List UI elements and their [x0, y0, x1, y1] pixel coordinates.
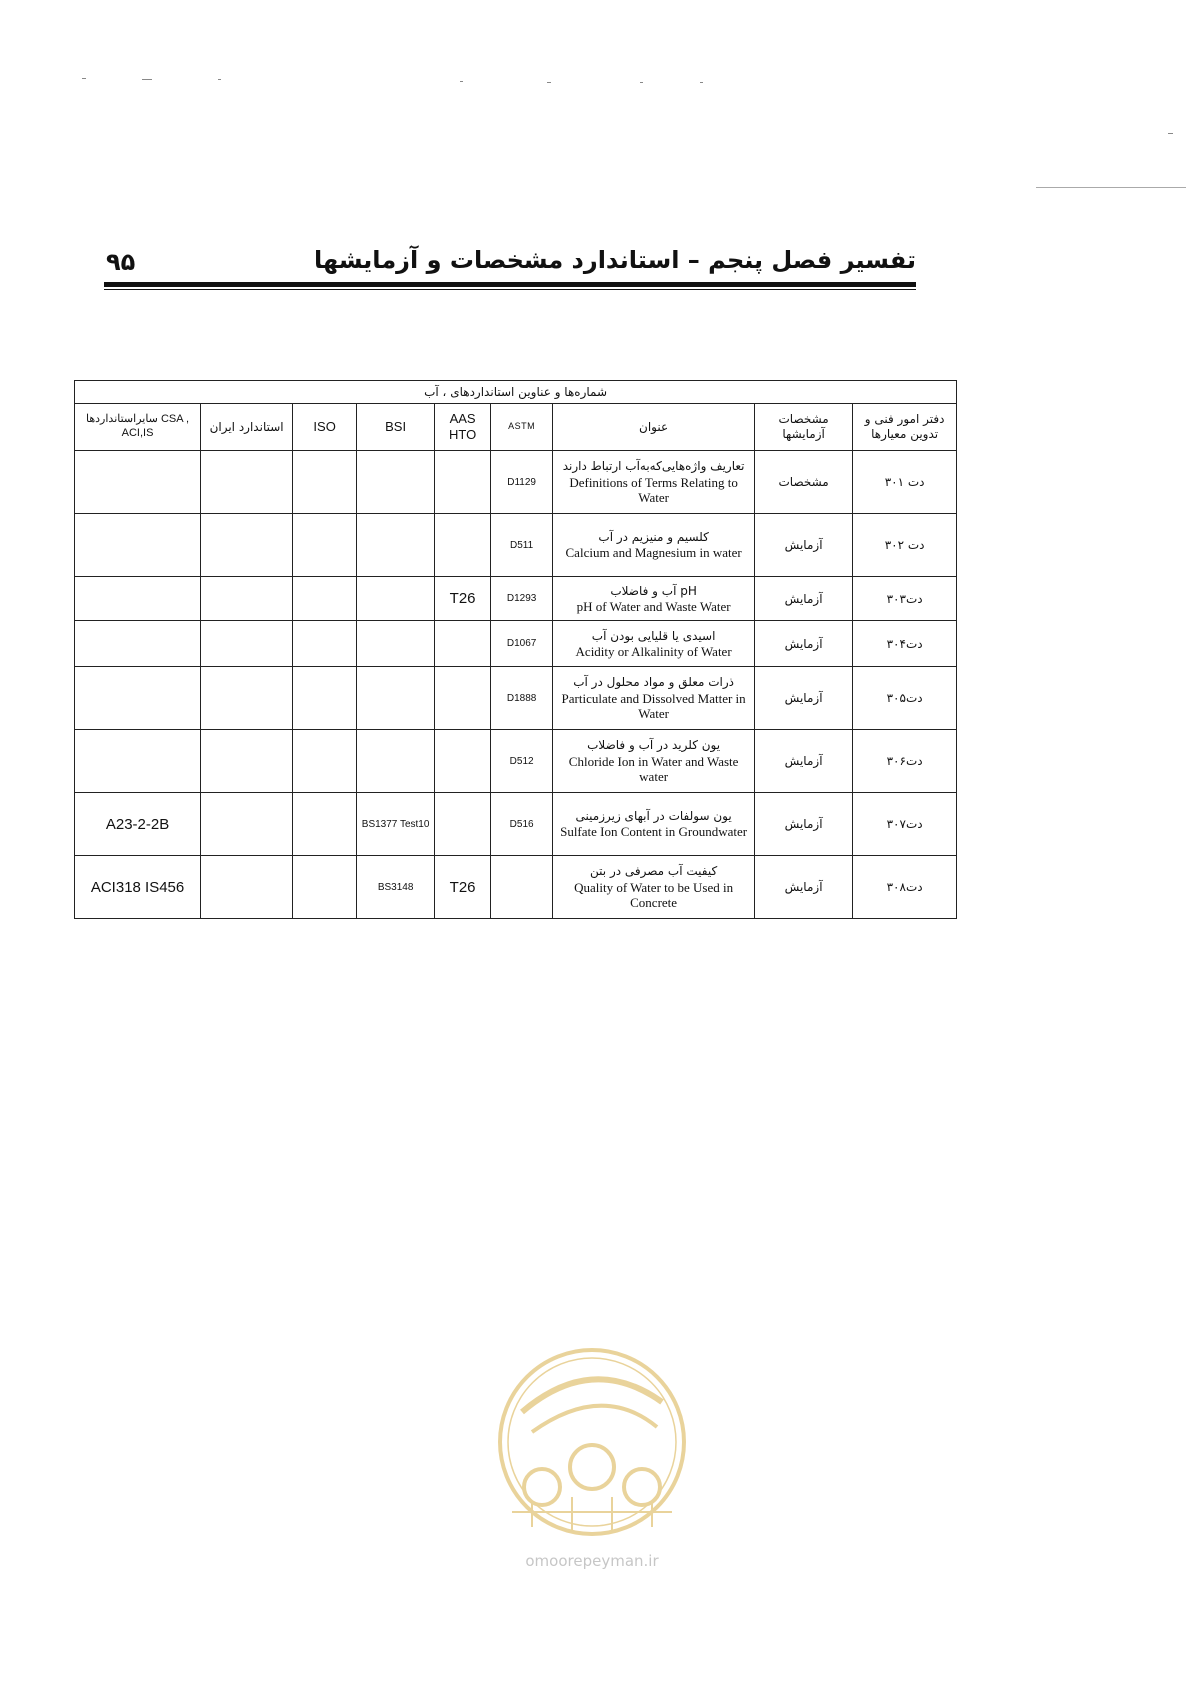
iran-cell: [201, 577, 293, 621]
iso-cell: [293, 514, 357, 577]
type-cell: آزمایش: [755, 621, 853, 667]
aashto-cell: [435, 730, 491, 793]
aashto-cell: [435, 621, 491, 667]
astm-cell: D1293: [491, 577, 553, 621]
title-cell: [553, 577, 755, 621]
type-cell: آزمایش: [755, 577, 853, 621]
iso-cell: [293, 451, 357, 514]
table-body: [75, 451, 957, 919]
other-cell: [75, 514, 201, 577]
col-iran-header: استاندارد ایران: [201, 404, 293, 451]
type-cell: آزمایش: [755, 856, 853, 919]
title-cell: [553, 621, 755, 667]
office-code-cell: دت۳۰۸: [853, 856, 957, 919]
other-cell: [75, 730, 201, 793]
col-iso-header: ISO: [293, 404, 357, 451]
bsi-cell: [357, 667, 435, 730]
chapter-title: تفسیر فصل پنجم – استاندارد مشخصات و آزمایشها: [314, 246, 916, 274]
iso-cell: [293, 621, 357, 667]
office-code-cell: دت ۳۰۲: [853, 514, 957, 577]
type-cell: مشخصات: [755, 451, 853, 514]
col-title-header: عنوان: [553, 404, 755, 451]
office-code-cell: دت۳۰۵: [853, 667, 957, 730]
bsi-cell: BS1377 Test10: [357, 793, 435, 856]
col-astm-header: ASTM: [491, 404, 553, 451]
office-code-cell: دت۳۰۶: [853, 730, 957, 793]
watermark-logo: [492, 1342, 692, 1572]
table-row: [75, 730, 957, 793]
table-row: [75, 667, 957, 730]
table-caption: شماره‌ها و عناوین استانداردهای ، آب: [75, 381, 957, 404]
bsi-cell: [357, 577, 435, 621]
astm-cell: D1067: [491, 621, 553, 667]
astm-cell: [491, 856, 553, 919]
title-en: Definitions of Terms Relating to Water: [569, 474, 738, 506]
title-en: Calcium and Magnesium in water: [565, 545, 742, 561]
header-row: [75, 404, 957, 451]
bsi-cell: [357, 730, 435, 793]
header-rule-thin: [104, 289, 916, 290]
type-cell: آزمایش: [755, 793, 853, 856]
title-cell: [553, 667, 755, 730]
title-fa: یون سولفات در آبهای زیرزمینی: [575, 809, 732, 824]
bsi-cell: [357, 621, 435, 667]
bsi-cell: BS3148: [357, 856, 435, 919]
title-en: Chloride Ion in Water and Waste water: [568, 753, 739, 785]
title-cell: [553, 514, 755, 577]
title-cell: [553, 793, 755, 856]
iran-cell: [201, 793, 293, 856]
other-cell: [75, 451, 201, 514]
col-bsi-header: BSI: [357, 404, 435, 451]
other-cell: [75, 621, 201, 667]
table-row: [75, 514, 957, 577]
astm-cell: D516: [491, 793, 553, 856]
table-row: [75, 793, 957, 856]
col-aashto-header: AAS HTO: [435, 404, 491, 451]
astm-cell: D1888: [491, 667, 553, 730]
watermark-seal: [492, 1342, 692, 1542]
title-cell: [553, 730, 755, 793]
iso-cell: [293, 667, 357, 730]
page-number: ۹۵: [106, 248, 136, 276]
aashto-cell: T26: [435, 856, 491, 919]
title-cell: [553, 856, 755, 919]
astm-cell: D511: [491, 514, 553, 577]
iso-cell: [293, 577, 357, 621]
type-cell: آزمایش: [755, 514, 853, 577]
title-fa: یون کلرید در آب و فاضلاب: [587, 738, 721, 753]
other-cell: [75, 577, 201, 621]
office-code-cell: دت۳۰۳: [853, 577, 957, 621]
astm-cell: D1129: [491, 451, 553, 514]
title-fa: کلسیم و منیزیم در آب: [598, 530, 709, 545]
title-en: Acidity or Alkalinity of Water: [575, 643, 732, 659]
title-en: Particulate and Dissolved Matter in Water: [561, 690, 746, 722]
other-cell: A23-2-2B: [75, 793, 201, 856]
col-type-header: مشخصات آزمایشها: [755, 404, 853, 451]
iran-cell: [201, 667, 293, 730]
title-fa: ذرات معلق و مواد محلول در آب: [573, 675, 734, 690]
iran-cell: [201, 730, 293, 793]
aashto-cell: [435, 514, 491, 577]
standards-table: [74, 380, 957, 919]
running-header: [104, 244, 916, 288]
table-row: [75, 856, 957, 919]
title-fa: تعاریف واژه‌هایی‌که‌به‌آب ارتباط دارند: [562, 459, 745, 474]
title-fa: pH آب و فاضلاب: [610, 583, 697, 598]
header-rule-thick: [104, 282, 916, 287]
type-cell: آزمایش: [755, 667, 853, 730]
iran-cell: [201, 451, 293, 514]
table-row: [75, 621, 957, 667]
title-en: Sulfate Ion Content in Groundwater: [560, 824, 748, 840]
title-cell: [553, 451, 755, 514]
aashto-cell: [435, 451, 491, 514]
bsi-cell: [357, 451, 435, 514]
col-office-header: دفتر امور فنی و تدوین معیارها: [853, 404, 957, 451]
watermark-site: omoorepeyman.ir: [525, 1552, 659, 1570]
iran-cell: [201, 514, 293, 577]
title-en: Quality of Water to be Used in Concrete: [574, 879, 734, 911]
astm-cell: D512: [491, 730, 553, 793]
other-cell: ACI318 IS456: [75, 856, 201, 919]
other-cell: [75, 667, 201, 730]
title-fa: کیفیت آب مصرفی در بتن: [590, 864, 718, 879]
aashto-cell: [435, 667, 491, 730]
col-other-header: سایراستانداردها CSA , ACI,IS: [75, 404, 201, 451]
iran-cell: [201, 621, 293, 667]
iso-cell: [293, 730, 357, 793]
iran-cell: [201, 856, 293, 919]
table-row: [75, 577, 957, 621]
bsi-cell: [357, 514, 435, 577]
aashto-cell: [435, 793, 491, 856]
type-cell: آزمایش: [755, 730, 853, 793]
office-code-cell: دت۳۰۷: [853, 793, 957, 856]
iso-cell: [293, 793, 357, 856]
title-en: pH of Water and Waste Water: [576, 598, 731, 614]
table-row: [75, 451, 957, 514]
aashto-cell: T26: [435, 577, 491, 621]
office-code-cell: دت ۳۰۱: [853, 451, 957, 514]
office-code-cell: دت۳۰۴: [853, 621, 957, 667]
iso-cell: [293, 856, 357, 919]
title-fa: اسیدی یا قلیایی بودن آب: [591, 628, 716, 643]
